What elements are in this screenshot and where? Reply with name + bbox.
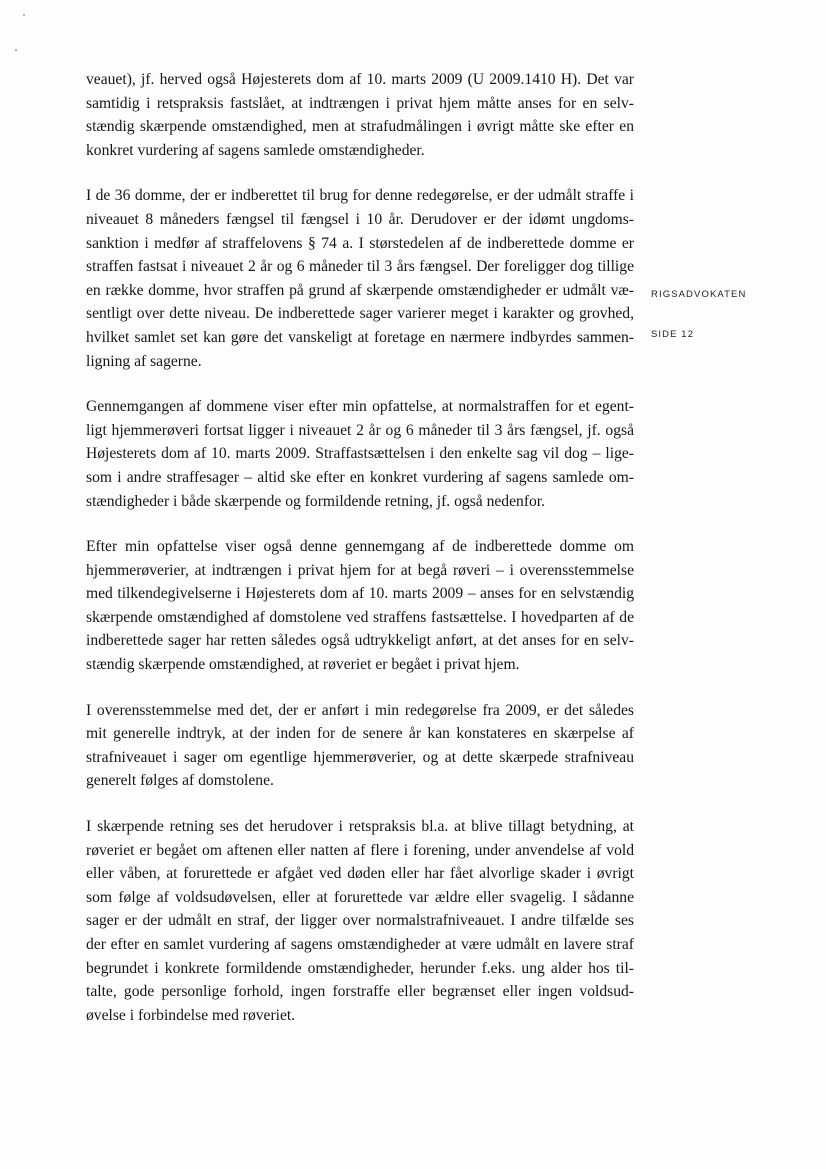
text-line: der efter en samlet vurdering af sagens omstændigheder at være udmålt en lavere straf: [86, 936, 634, 953]
page-number: SIDE 12: [651, 329, 695, 340]
text-line: Gennemgangen af dommene viser efter min opfattelse, at normalstraffen for et egent-: [86, 398, 634, 416]
text-line: talte, gode personlige forhold, ingen forstraffe eller begrænset eller ingen voldsud-: [86, 983, 634, 1001]
paragraph: [86, 815, 634, 1027]
text-line: skærpende omstændighed af domstolene ved straffens fastsættelse. I hovedparten af de: [86, 608, 634, 626]
text-line: en række domme, hvor straffen på grund af skærpende omstændigheder er udmålt væ-: [86, 281, 634, 299]
text-line: som følge af voldsudøvelsen, eller at forurettede var ældre eller svagelig. I sådanne: [86, 888, 634, 906]
scan-speck: [23, 14, 25, 16]
text-line: ligt hjemmerøveri fortsat ligger i niveauet 2 år og 6 måneder til 3 års fængsel, jf. også: [86, 421, 634, 439]
text-line: mit generelle indtryk, at der inden for de senere år kan konstateres en skærpelse af: [86, 725, 634, 743]
scan-speck: [15, 49, 17, 51]
text-line: hvilket samlet set kan gøre det vanskeligt at foretage en nærmere indbyrdes sammen-: [86, 328, 634, 346]
text-line: stændigheder i både skærpende og formildende retning, jf. også nedenfor.: [86, 492, 546, 510]
text-line: røveriet er begået om aftenen eller natten af flere i forening, under anvendelse af vold: [86, 841, 634, 859]
text-line: som i andre straffesager – altid ske efter en konkret vurdering af sagens samlede om-: [86, 468, 634, 486]
text-line: samtidig i retspraksis fastslået, at indtrængen i privat hjem måtte anses for en selv-: [86, 94, 634, 112]
paragraph: [86, 699, 634, 793]
paragraph: [86, 395, 634, 513]
text-line: strafniveauet i sager om egentlige hjemmerøverier, og at dette skærpede strafniveau: [86, 748, 634, 766]
text-line: konkret vurdering af sagens samlede omstændigheder.: [86, 141, 425, 159]
text-line: begrundet i konkrete formildende omstændigheder, herunder f.eks. ung alder hos til-: [86, 959, 634, 977]
sidebar-organization: RIGSADVOKATEN: [651, 289, 747, 300]
text-line: I overensstemmelse med det, der er anført i min redegørelse fra 2009, er det således: [86, 701, 634, 719]
text-line: Efter min opfattelse viser også denne gennemgang af de indberettede domme om: [86, 538, 634, 556]
text-line: sager er der udmålt en straf, der ligger over normalstrafniveauet. I andre tilfælde ses: [86, 912, 634, 930]
text-line: sentligt over dette niveau. De indberettede sager varierer meget i karakter og grovhed,: [86, 305, 634, 323]
paragraph: [86, 535, 634, 677]
paragraph: [86, 68, 634, 162]
text-line: I de 36 domme, der er indberettet til brug for denne redegørelse, er der udmålt straffe i: [86, 187, 634, 205]
text-line: med tilkendegivelserne i Højesterets dom af 10. marts 2009 – anses for en selvstændig: [86, 585, 634, 603]
text-line: eller våben, at forurettede er afgået ved døden eller har fået alvorlige skader i øvrigt: [86, 865, 634, 883]
text-line: hjemmerøverier, at indtrængen i privat hjem for at begå røveri – i overensstemmelse: [86, 561, 634, 579]
text-line: øvelse i forbindelse med røveriet.: [86, 1006, 296, 1024]
text-line: stændig skærpende omstændighed, men at strafudmålingen i øvrigt måtte ske efter en: [86, 118, 634, 136]
text-line: Højesterets dom af 10. marts 2009. Straffastsættelsen i den enkelte sag vil dog – lige-: [86, 445, 634, 463]
text-line: sanktion i medfør af straffelovens § 74 a. I størstedelen af de indberettede domme er: [86, 234, 634, 252]
text-line: veauet), jf. herved også Højesterets dom af 10. marts 2009 (U 2009.1410 H). Det var: [86, 71, 634, 88]
text-line: niveauet 8 måneders fængsel til fængsel i 10 år. Derudover er der idømt ungdoms-: [86, 210, 634, 228]
text-line: I skærpende retning ses det herudover i retspraksis bl.a. at blive tillagt betydning, at: [86, 818, 634, 836]
text-line: ligning af sagerne.: [86, 352, 202, 370]
body-text: [86, 68, 634, 1049]
text-line: straffen fastsat i niveauet 2 år og 6 måneder til 3 års fængsel. Der foreligger dog tillige: [86, 258, 634, 276]
paragraph: [86, 184, 634, 373]
text-line: stændig skærpende omstændighed, at røveriet er begået i privat hjem.: [86, 656, 520, 674]
text-line: generelt følges af domstolene.: [86, 772, 274, 790]
text-line: indberettede sager har retten således også udtrykkeligt anført, at det anses for en selv-: [86, 632, 634, 650]
